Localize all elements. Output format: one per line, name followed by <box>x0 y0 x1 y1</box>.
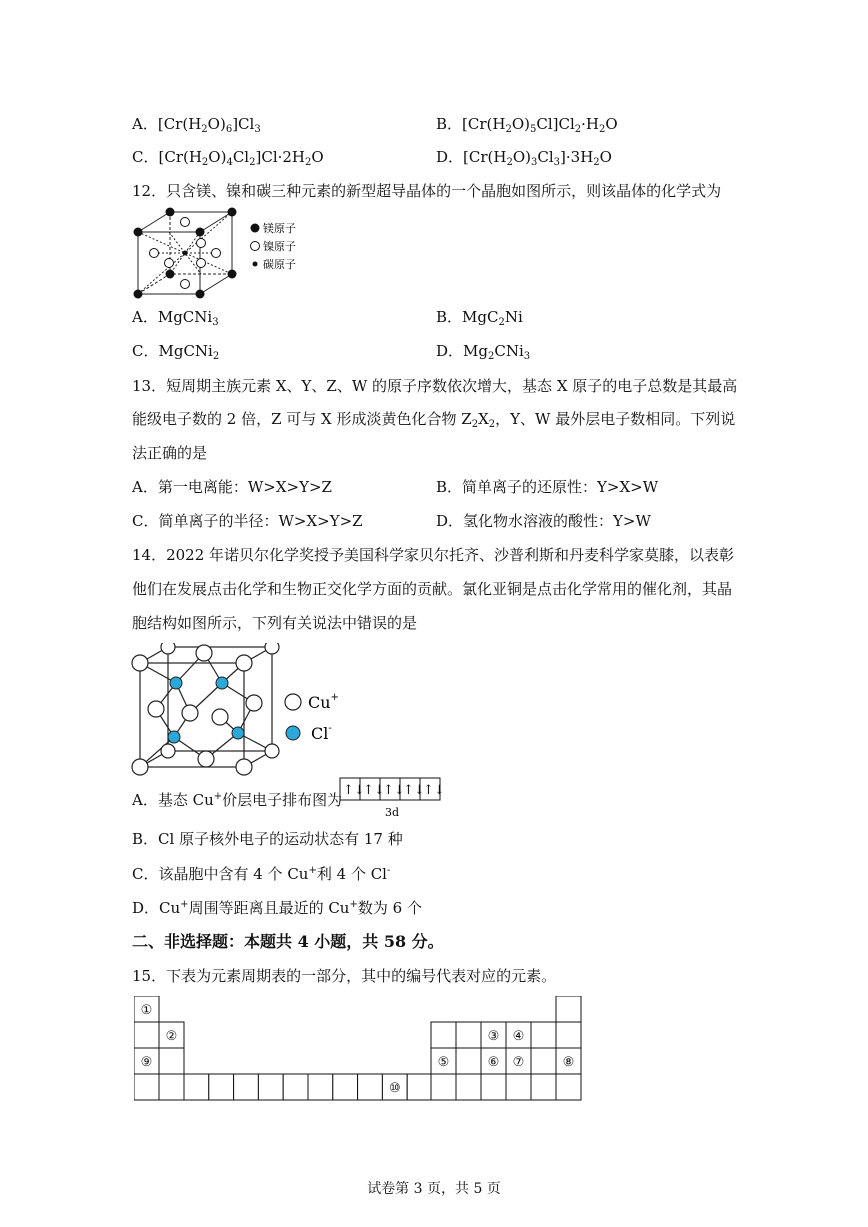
q11-option-c: C．$[Cr(H_2O)_4Cl_2]Cl\cdot 2H_2O$ <box>132 148 324 168</box>
q15-stem: 15．下表为元素周期表的一部分，其中的编号代表对应的元素。 <box>132 967 557 985</box>
orbital-label: 3d <box>385 806 400 819</box>
cu-ion <box>212 709 228 725</box>
ni-atom <box>197 259 206 268</box>
legend-mg: 镁原子 <box>263 222 296 235</box>
q14-option-b: B．Cl 原子核外电子的运动状态有 17 种 <box>132 830 403 848</box>
ni-atom <box>212 249 221 258</box>
mark-3: ③ <box>487 1029 500 1044</box>
q11-option-d: D．$[Cr(H_2O)_3Cl_3]\cdot 3H_2O$ <box>436 148 612 168</box>
cu-ion <box>198 751 214 767</box>
ni-atom <box>181 280 190 289</box>
q14-stem-line2: 他们在发展点击化学和生物正交化学方面的贡献。氯化亚铜是点击化学常用的催化剂，其晶 <box>132 580 733 598</box>
mark-8: ⑧ <box>562 1055 575 1070</box>
q11-option-a: A．$[Cr(H_2O)_6]Cl_3$ <box>132 115 261 135</box>
mark-6: ⑥ <box>487 1055 500 1070</box>
q14-stem-line1: 14．2022 年诺贝尔化学奖授予美国科学家贝尔托齐、沙普利斯和丹麦科学家莫膝，以表彰 <box>132 546 735 564</box>
q15-periodic-table <box>134 996 584 1104</box>
ni-atom <box>197 239 206 248</box>
cu-ion <box>236 759 252 775</box>
mark-2: ② <box>165 1029 178 1044</box>
svg-text:↑↓: ↑↓ <box>383 783 405 798</box>
q12-option-a: A．MgCNi$_3$ <box>132 308 219 328</box>
svg-text:↑↓: ↑↓ <box>363 783 385 798</box>
page-footer: 试卷第 3 页，共 5 页 <box>367 1181 501 1197</box>
cl-ion <box>232 727 244 739</box>
q14-stem-line3: 胞结构如图所示，下列有关说法中错误的是 <box>132 614 418 632</box>
cu-ion <box>246 695 262 711</box>
q11-option-b: B．$[Cr(H_2O)_5Cl]Cl_2\cdot H_2O$ <box>436 115 618 135</box>
mark-9: ⑨ <box>140 1055 153 1070</box>
mg-atom <box>166 270 175 279</box>
legend-c: 碳原子 <box>263 258 296 271</box>
q13-stem-line1: 13．短周期主族元素 X、Y、Z、W 的原子序数依次增大，基态 X 原子的电子总数是其最高 <box>132 377 738 395</box>
cl-ion <box>216 677 228 689</box>
legend-cu: Cu+ <box>308 692 339 712</box>
cu-ion <box>196 645 212 661</box>
cu-ion <box>182 705 198 721</box>
mg-atom <box>196 290 205 299</box>
q14-option-c: C．该晶胞中含有 4 个 Cu+利 4 个 Cl- <box>132 865 391 883</box>
cu-ion <box>161 744 175 758</box>
q13-stem-line2: 能级电子数的 2 倍，Z 可与 X 形成淡黄色化合物 $Z_2X_2$，Y、W 最外层电子数相同。下列说 <box>132 410 736 430</box>
q13-option-d: D．氢化物水溶液的酸性：Y>W <box>436 512 651 530</box>
mark-1: ① <box>140 1003 153 1018</box>
q13-stem-line3: 法正确的是 <box>132 444 208 462</box>
cu-ion <box>265 744 279 758</box>
cu-ion <box>265 643 279 654</box>
mark-10: ⑩ <box>388 1081 401 1096</box>
q12-option-c: C．MgCNi$_2$ <box>132 342 220 362</box>
ni-atom <box>150 249 159 258</box>
q12-option-b: B．MgC$_2$Ni <box>436 308 523 328</box>
q14-option-d: D．Cu+周围等距离且最近的 Cu+数为 6 个 <box>132 899 422 917</box>
cu-ion <box>132 759 148 775</box>
ni-atom <box>165 259 174 268</box>
ni-atom <box>181 218 190 227</box>
q13-option-c: C．简单离子的半径：W>X>Y>Z <box>132 512 363 530</box>
mark-4: ④ <box>512 1029 525 1044</box>
mg-atom <box>196 228 205 237</box>
q13-option-a: A．第一电离能：W>X>Y>Z <box>132 478 332 496</box>
mg-atom <box>166 208 175 217</box>
cu-ion <box>148 701 164 717</box>
q12-option-d: D．$Mg_2CNi_3$ <box>436 342 531 362</box>
q12-crystal-diagram <box>128 206 308 302</box>
svg-text:↑↓: ↑↓ <box>343 783 365 798</box>
cl-ion <box>168 731 180 743</box>
mg-atom <box>134 290 143 299</box>
q14-cucl-crystal-diagram <box>128 643 358 783</box>
c-atom <box>183 251 188 256</box>
q12-stem: 12．只含镁、镍和碳三种元素的新型超导晶体的一个晶胞如图所示，则该晶体的化学式为 <box>132 182 722 200</box>
mg-atom <box>228 208 237 217</box>
mark-5: ⑤ <box>437 1055 450 1070</box>
mg-atom <box>228 270 237 279</box>
q13-option-b: B．简单离子的还原性：Y>X>W <box>436 478 659 496</box>
section-2-title: 二、非选择题：本题共 4 小题，共 58 分。 <box>132 932 444 951</box>
svg-text:↑↓: ↑↓ <box>403 783 425 798</box>
svg-text:↑↓: ↑↓ <box>423 783 445 798</box>
cl-ion <box>170 677 182 689</box>
cu-ion <box>236 655 252 671</box>
legend-cl: Cl- <box>311 723 332 743</box>
cu-ion <box>132 655 148 671</box>
mark-7: ⑦ <box>512 1055 525 1070</box>
q14-orbital-diagram <box>339 777 445 821</box>
cu-ion <box>161 643 175 654</box>
mg-atom <box>134 228 143 237</box>
legend-ni: 镍原子 <box>263 240 296 253</box>
q14-option-a: A．基态 Cu+价层电子排布图为 <box>132 791 343 809</box>
